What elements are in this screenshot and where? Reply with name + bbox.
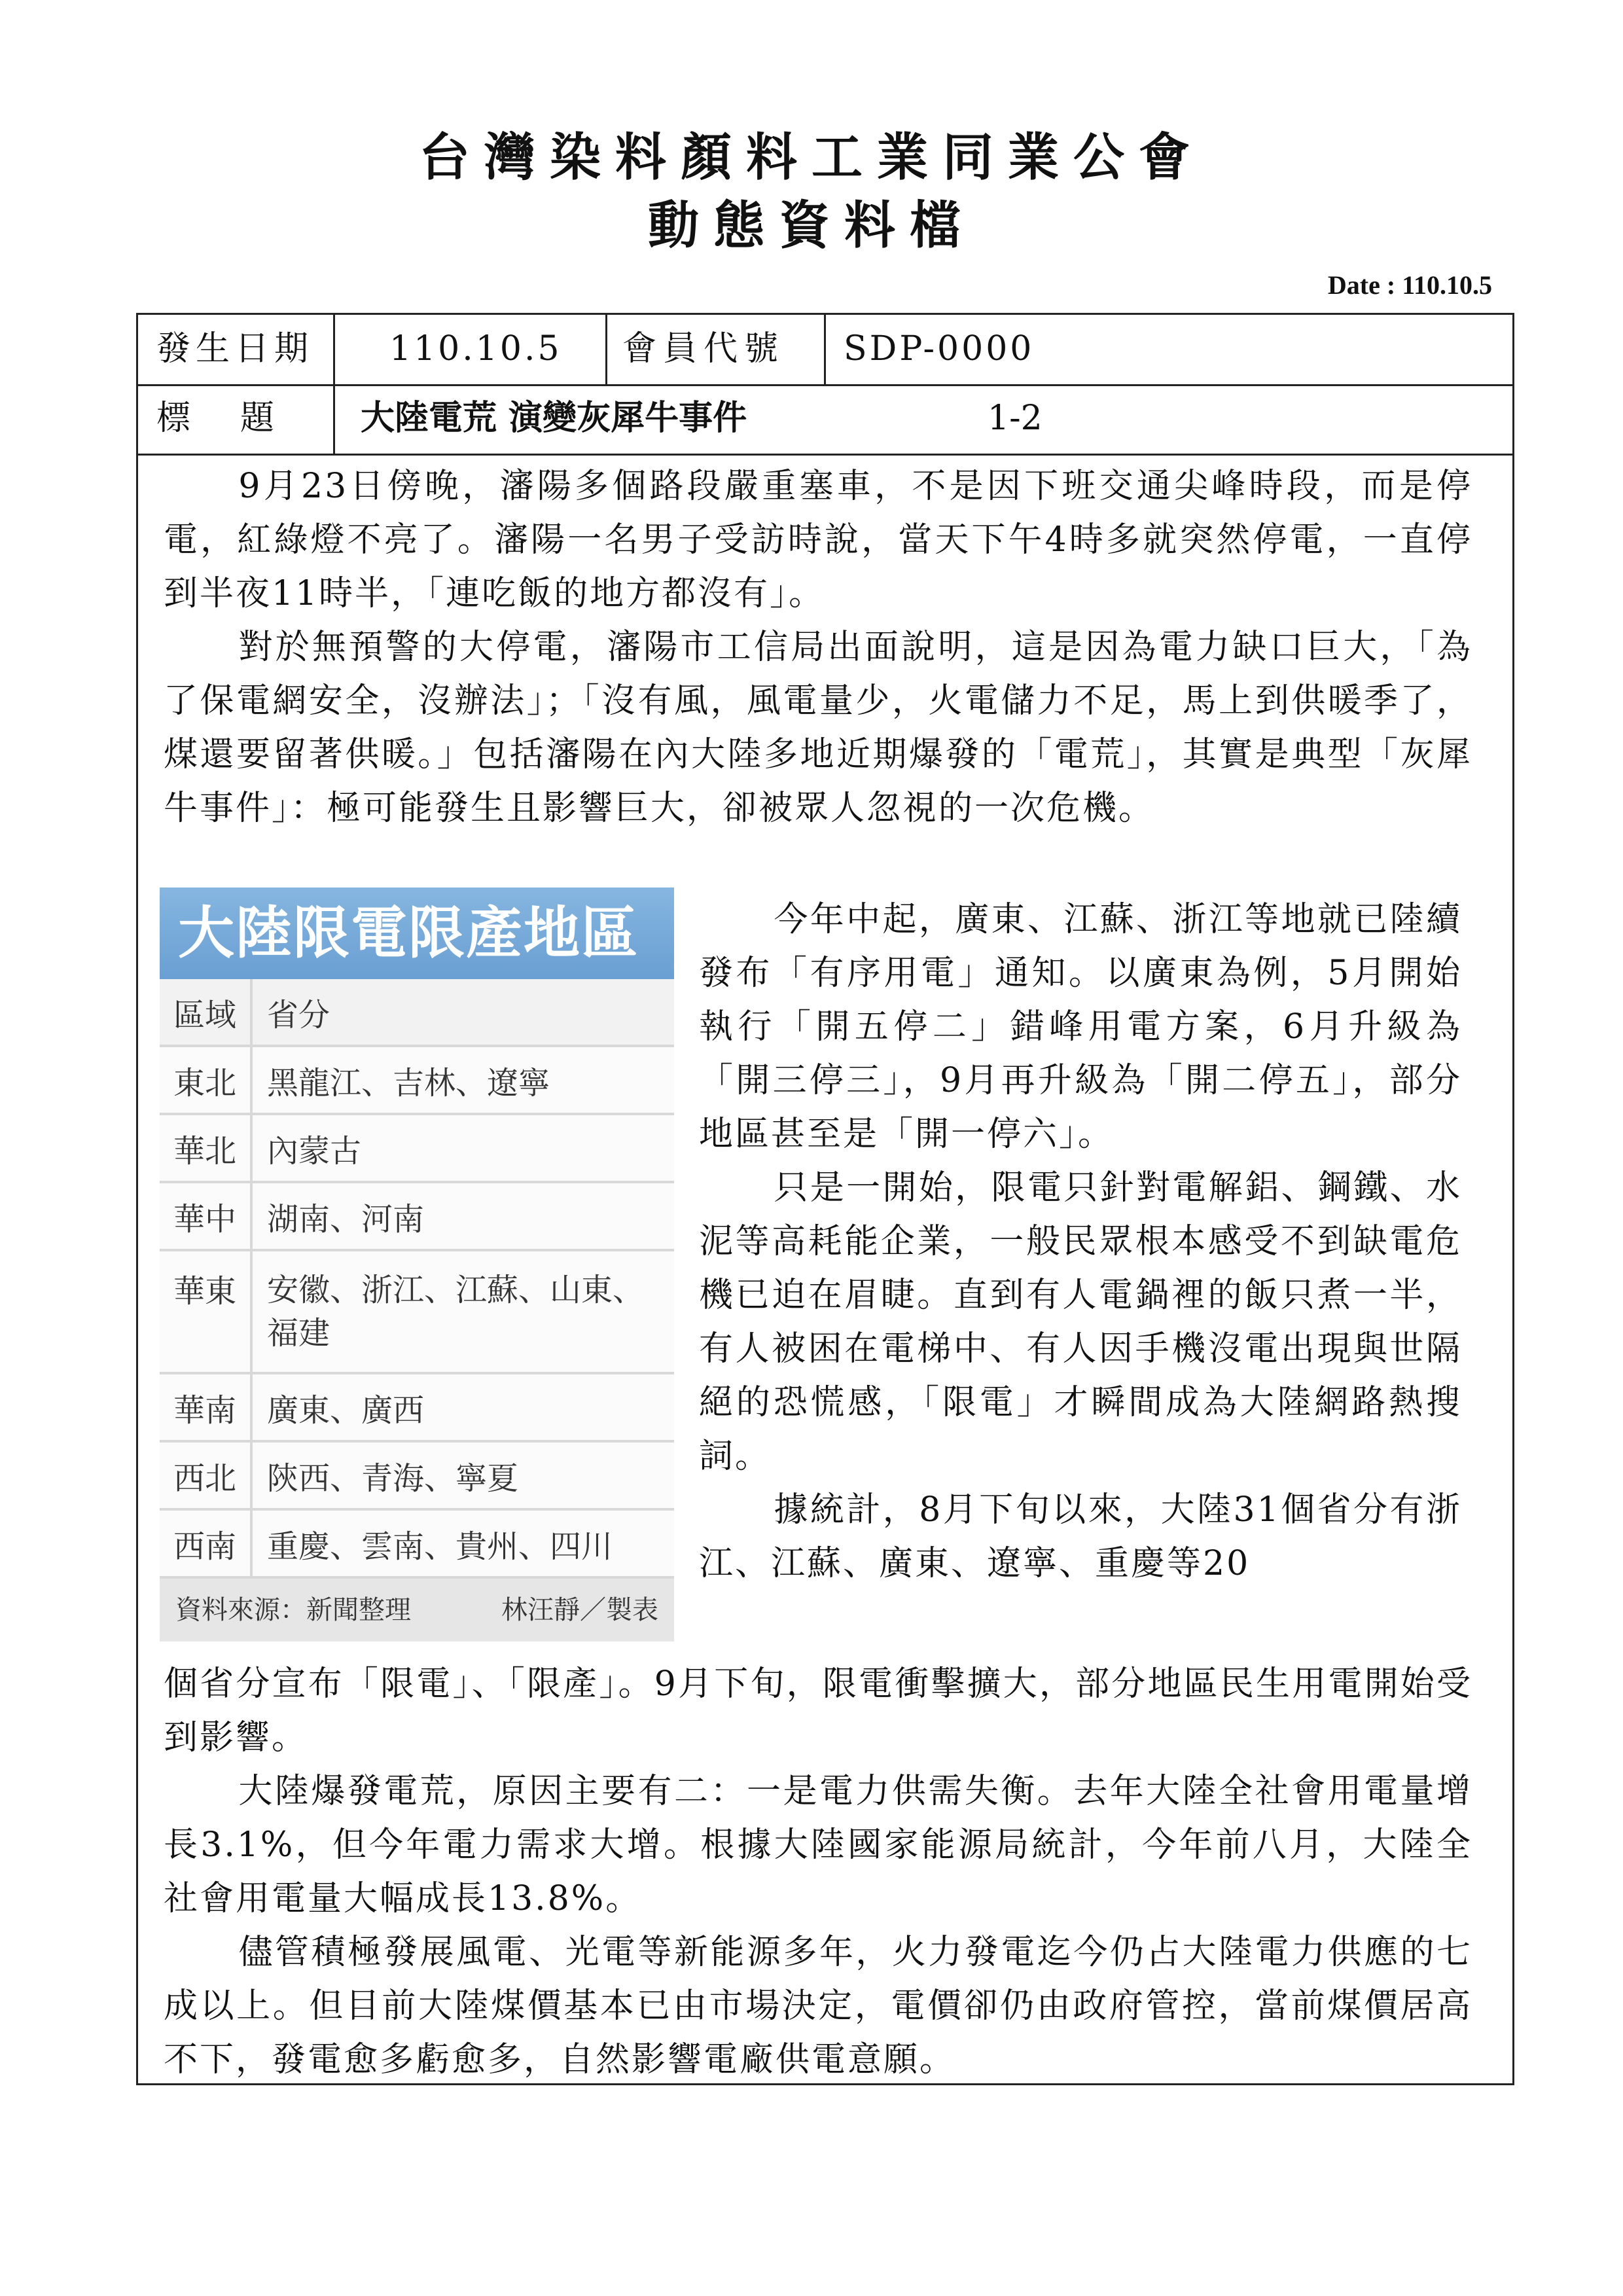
- region-cell: 華東: [160, 1250, 251, 1373]
- provinces-cell: 安徽、浙江、江蘇、山東、福建: [251, 1250, 674, 1373]
- document-title: 台灣染料顏料工業同業公會: [418, 128, 1204, 187]
- paragraph: 只是一開始，限電只針對電解鋁、鋼鐵、水泥等高耗能企業，一般民眾根本感受不到缺電危機已迫在眉睫。直到有人電鍋裡的飯只煮一半，有人被困在電梯中、有人因手機沒電出現與世隔絕的恐慌感，「限電」才瞬間成為大陸網路熱搜詞。: [699, 1168, 1462, 1476]
- region-cell: 華北: [160, 1114, 251, 1182]
- provinces-cell: 黑龍江、吉林、遼寧: [251, 1046, 674, 1114]
- page-reference: 1-2: [988, 399, 1043, 438]
- region-cell: 西南: [160, 1509, 251, 1577]
- member-code-label: 會員代號: [622, 329, 785, 368]
- form-divider: [138, 454, 1512, 456]
- table-row: [160, 1441, 674, 1509]
- table-header-row: [160, 979, 674, 1046]
- member-code-value: SDP-0000: [844, 329, 1035, 368]
- table-row: [160, 1250, 674, 1373]
- form-divider: [605, 315, 607, 384]
- paragraph: 大陸爆發電荒，原因主要有二：一是電力供需失衡。去年大陸全社會用電量增長3.1%，但今年電力需求大增。根據大陸國家能源局統計，今年前八月，大陸全社會用電量大幅成長13.8%。: [164, 1772, 1472, 1918]
- date-value: 110.10.5: [389, 329, 562, 368]
- article-title: 大陸電荒 演變灰犀牛事件: [361, 398, 747, 438]
- region-header: 區域: [160, 979, 251, 1046]
- table-row: [160, 1509, 674, 1577]
- paragraph: 對於無預警的大停電，瀋陽市工信局出面說明，這是因為電力缺口巨大，「為了保電網安全，沒辦法」；「沒有風，風電量少，火電儲力不足，馬上到供暖季了，煤還要留著供暖。」包括瀋陽在內大陸多地近期爆發的「電荒」，其實是典型「灰犀牛事件」：極可能發生且影響巨大，卻被眾人忽視的一次危機。: [164, 628, 1472, 828]
- provinces-cell: 陝西、青海、寧夏: [251, 1441, 674, 1509]
- provinces-header: 省分: [251, 979, 674, 1046]
- table-row: [160, 1182, 674, 1250]
- table-row: [160, 1373, 674, 1441]
- form-divider: [138, 384, 1512, 386]
- table-row: [160, 1046, 674, 1114]
- credit-note: 林汪靜／製表: [501, 1595, 658, 1625]
- paragraph: 9月23日傍晚，瀋陽多個路段嚴重塞車，不是因下班交通尖峰時段，而是停電，紅綠燈不亮了。瀋陽一名男子受訪時說，當天下午4時多就突然停電，一直停到半夜11時半，「連吃飯的地方都沒有」。: [164, 467, 1472, 613]
- form-divider: [824, 315, 826, 384]
- region-cell: 東北: [160, 1046, 251, 1114]
- provinces-cell: 湖南、河南: [251, 1182, 674, 1250]
- date-label: 發生日期: [156, 329, 314, 368]
- paragraph-continued: 個省分宣布「限電」、「限產」。9月下旬，限電衝擊擴大，部分地區民生用電開始受到影響。: [164, 1664, 1472, 1757]
- provinces-cell: 廣東、廣西: [251, 1373, 674, 1441]
- article-side-column: [699, 893, 1462, 1590]
- restriction-table: [160, 979, 674, 1579]
- paragraph: 儘管積極發展風電、光電等新能源多年，火力發電迄今仍占大陸電力供應的七成以上。但目前大陸煤價基本已由市場決定，電價卻仍由政府管控，當前煤價居高不下，發電愈多虧愈多，自然影響電廠供電意願。: [164, 1933, 1472, 2079]
- provinces-cell: 重慶、雲南、貴州、四川: [251, 1509, 674, 1577]
- region-cell: 華南: [160, 1373, 251, 1441]
- paragraph: 今年中起，廣東、江蘇、浙江等地就已陸續發布「有序用電」通知。以廣東為例，5月開始執行「開五停二」錯峰用電方案，6月升級為「開三停三」，9月再升級為「開二停五」，部分地區甚至是「開一停六」。: [699, 900, 1462, 1154]
- restriction-infographic: [160, 888, 674, 1634]
- paragraph: 據統計，8月下旬以來，大陸31個省分有浙江、江蘇、廣東、遼寧、重慶等20: [699, 1490, 1462, 1583]
- table-row: [160, 1114, 674, 1182]
- source-note: 資料來源：新聞整理: [175, 1595, 411, 1625]
- region-cell: 西北: [160, 1441, 251, 1509]
- title-label: 標 題: [156, 399, 283, 438]
- article-conclusion: [164, 1657, 1472, 2087]
- infographic-title: 大陸限電限產地區: [160, 888, 674, 979]
- article-intro: [164, 459, 1472, 835]
- document-date: Date : 110.10.5: [1327, 270, 1492, 300]
- provinces-cell: 內蒙古: [251, 1114, 674, 1182]
- document-subtitle: 動態資料檔: [647, 196, 975, 255]
- infographic-footer: [160, 1579, 674, 1641]
- region-cell: 華中: [160, 1182, 251, 1250]
- form-divider: [333, 315, 335, 454]
